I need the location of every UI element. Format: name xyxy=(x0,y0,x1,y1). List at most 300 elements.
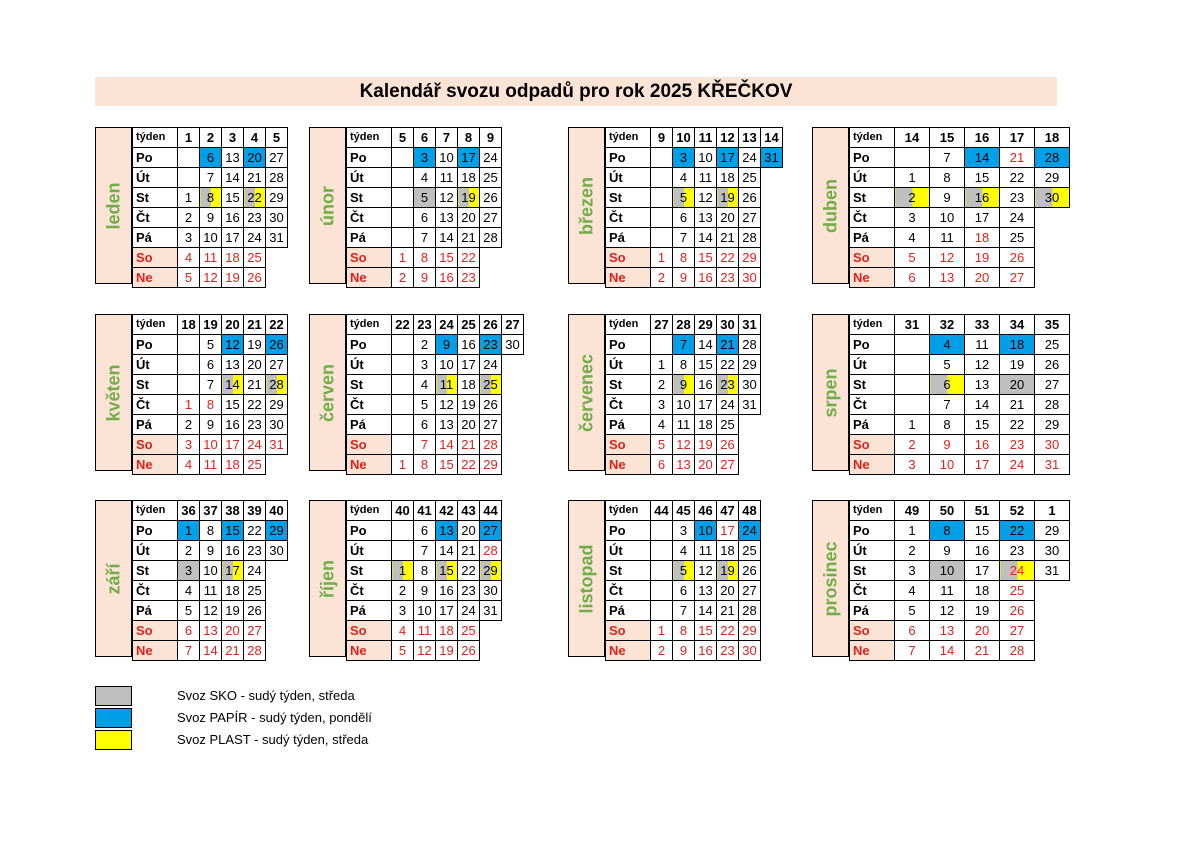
day-cell: 5 xyxy=(178,601,200,621)
week-number: 3 xyxy=(222,128,244,148)
week-header-label: týden xyxy=(347,501,392,521)
weekday-label: Út xyxy=(133,541,178,561)
day-cell: 21 xyxy=(244,168,266,188)
day-cell: 8 xyxy=(200,521,222,541)
day-cell: 26 xyxy=(244,601,266,621)
day-cell: 6 xyxy=(895,621,930,641)
day-cell: 15 xyxy=(695,355,717,375)
day-cell: 12 xyxy=(695,188,717,208)
day-cell: 14 xyxy=(200,641,222,661)
day-row xyxy=(133,415,288,435)
day-cell: 27 xyxy=(1035,375,1070,395)
day-cell: 4 xyxy=(673,541,695,561)
day-row xyxy=(606,375,761,395)
day-row xyxy=(850,415,1070,435)
day-cell xyxy=(1035,641,1070,661)
day-cell: 30 xyxy=(1035,541,1070,561)
day-row xyxy=(606,228,783,248)
day-cell xyxy=(392,148,414,168)
day-cell: 22 xyxy=(244,188,266,208)
day-cell: 12 xyxy=(436,188,458,208)
day-cell: 30 xyxy=(739,375,761,395)
day-cell: 16 xyxy=(695,268,717,288)
month-table xyxy=(605,314,761,475)
day-row xyxy=(133,248,288,268)
day-cell: 13 xyxy=(436,415,458,435)
day-cell: 2 xyxy=(651,268,673,288)
weekday-label: St xyxy=(133,561,178,581)
day-cell: 20 xyxy=(965,621,1000,641)
day-cell: 11 xyxy=(673,415,695,435)
day-cell: 24 xyxy=(244,435,266,455)
week-number: 39 xyxy=(244,501,266,521)
day-cell: 11 xyxy=(965,335,1000,355)
month-table xyxy=(605,500,761,661)
day-row xyxy=(850,375,1070,395)
weekday-label: So xyxy=(347,435,392,455)
day-row xyxy=(850,355,1070,375)
day-cell: 1 xyxy=(392,561,414,581)
weekday-label: St xyxy=(606,188,651,208)
day-cell: 19 xyxy=(244,335,266,355)
weekday-label: Čt xyxy=(850,395,895,415)
day-cell: 2 xyxy=(178,541,200,561)
weekday-label: Po xyxy=(850,521,895,541)
week-header-label: týden xyxy=(850,501,895,521)
weekday-label: Po xyxy=(133,148,178,168)
day-row xyxy=(606,641,761,661)
day-cell: 26 xyxy=(1000,601,1035,621)
day-cell xyxy=(480,641,502,661)
weekday-label: Po xyxy=(133,335,178,355)
month-table xyxy=(346,127,502,288)
week-number: 2 xyxy=(200,128,222,148)
day-cell: 23 xyxy=(1000,188,1035,208)
day-cell: 24 xyxy=(458,601,480,621)
month-table xyxy=(132,314,288,475)
day-row xyxy=(347,168,502,188)
day-cell: 19 xyxy=(695,435,717,455)
day-cell: 28 xyxy=(1035,395,1070,415)
day-cell: 6 xyxy=(414,415,436,435)
weekday-label: Pá xyxy=(133,228,178,248)
week-number: 18 xyxy=(178,315,200,335)
weekday-label: Po xyxy=(347,335,392,355)
day-cell: 29 xyxy=(1035,415,1070,435)
day-row xyxy=(133,168,288,188)
day-cell xyxy=(266,561,288,581)
day-cell: 29 xyxy=(266,521,288,541)
day-row xyxy=(850,228,1070,248)
day-cell xyxy=(895,148,930,168)
day-cell xyxy=(1035,268,1070,288)
day-cell: 16 xyxy=(965,435,1000,455)
day-row xyxy=(850,395,1070,415)
month-label xyxy=(812,500,849,657)
week-number: 8 xyxy=(458,128,480,148)
day-cell: 2 xyxy=(651,641,673,661)
day-cell: 16 xyxy=(965,541,1000,561)
week-number: 22 xyxy=(266,315,288,335)
day-row xyxy=(606,581,761,601)
day-cell: 9 xyxy=(673,641,695,661)
day-cell: 4 xyxy=(895,228,930,248)
day-cell: 25 xyxy=(480,375,502,395)
day-cell: 28 xyxy=(266,375,288,395)
day-cell: 14 xyxy=(695,228,717,248)
day-cell xyxy=(651,335,673,355)
day-cell: 3 xyxy=(392,601,414,621)
day-cell: 6 xyxy=(930,375,965,395)
day-cell: 22 xyxy=(717,248,739,268)
day-cell: 8 xyxy=(414,561,436,581)
day-cell: 7 xyxy=(414,541,436,561)
day-cell: 31 xyxy=(739,395,761,415)
day-cell xyxy=(178,148,200,168)
day-cell: 21 xyxy=(458,435,480,455)
day-row xyxy=(606,208,783,228)
week-header-label: týden xyxy=(133,315,178,335)
day-row xyxy=(347,561,502,581)
weekday-label: So xyxy=(850,435,895,455)
day-cell: 30 xyxy=(480,581,502,601)
day-cell: 28 xyxy=(480,228,502,248)
day-cell: 16 xyxy=(436,268,458,288)
month-table xyxy=(849,314,1070,475)
day-cell: 11 xyxy=(695,168,717,188)
legend-swatch-gray xyxy=(95,686,132,706)
day-cell: 26 xyxy=(458,641,480,661)
day-row xyxy=(850,641,1070,661)
month-table xyxy=(849,500,1070,661)
day-cell: 15 xyxy=(695,621,717,641)
day-cell: 23 xyxy=(717,268,739,288)
day-cell: 12 xyxy=(414,641,436,661)
week-number: 14 xyxy=(895,128,930,148)
day-row xyxy=(347,395,524,415)
day-cell: 1 xyxy=(651,621,673,641)
day-row xyxy=(850,335,1070,355)
day-cell: 29 xyxy=(480,561,502,581)
day-row xyxy=(133,581,288,601)
day-row xyxy=(606,148,783,168)
weekday-label: Ne xyxy=(850,641,895,661)
week-number: 1 xyxy=(178,128,200,148)
day-cell: 21 xyxy=(458,228,480,248)
day-cell xyxy=(392,355,414,375)
day-cell: 27 xyxy=(266,148,288,168)
day-cell: 24 xyxy=(480,148,502,168)
weekday-label: Ne xyxy=(606,268,651,288)
day-cell: 6 xyxy=(673,581,695,601)
weekday-label: Út xyxy=(133,355,178,375)
day-cell: 5 xyxy=(414,188,436,208)
weekday-label: Po xyxy=(606,335,651,355)
week-number: 47 xyxy=(717,501,739,521)
weekday-label: St xyxy=(347,561,392,581)
week-number: 22 xyxy=(392,315,414,335)
day-cell xyxy=(502,455,524,475)
weekday-label: Čt xyxy=(606,581,651,601)
day-cell: 17 xyxy=(458,148,480,168)
weekday-label: Čt xyxy=(850,581,895,601)
legend-text-plast: Svoz PLAST - sudý týden, středa xyxy=(177,732,369,747)
weekday-label: Pá xyxy=(606,415,651,435)
weekday-label: So xyxy=(606,248,651,268)
day-cell xyxy=(895,375,930,395)
weekday-label: St xyxy=(133,188,178,208)
day-cell: 9 xyxy=(673,268,695,288)
week-number: 15 xyxy=(930,128,965,148)
day-row xyxy=(347,268,502,288)
day-cell: 7 xyxy=(895,641,930,661)
week-header-label: týden xyxy=(850,128,895,148)
legend-text-papir: Svoz PAPÍR - sudý týden, pondělí xyxy=(177,710,372,725)
day-cell: 7 xyxy=(673,228,695,248)
day-cell: 3 xyxy=(178,228,200,248)
day-cell xyxy=(502,375,524,395)
day-cell: 20 xyxy=(244,355,266,375)
day-cell: 31 xyxy=(1035,561,1070,581)
day-cell: 12 xyxy=(965,355,1000,375)
weekday-label: St xyxy=(606,561,651,581)
day-cell: 13 xyxy=(695,581,717,601)
week-number: 13 xyxy=(739,128,761,148)
day-cell: 19 xyxy=(717,188,739,208)
day-row xyxy=(347,621,502,641)
day-row xyxy=(606,415,761,435)
day-cell: 9 xyxy=(930,188,965,208)
day-row xyxy=(606,188,783,208)
day-row xyxy=(347,415,524,435)
day-cell: 21 xyxy=(717,601,739,621)
day-cell: 5 xyxy=(930,355,965,375)
day-cell: 23 xyxy=(458,268,480,288)
day-cell xyxy=(1035,581,1070,601)
day-cell: 12 xyxy=(673,435,695,455)
day-cell: 14 xyxy=(222,168,244,188)
day-cell: 17 xyxy=(222,561,244,581)
day-cell: 16 xyxy=(458,335,480,355)
day-cell: 11 xyxy=(414,621,436,641)
week-number: 14 xyxy=(761,128,783,148)
weekday-label: Út xyxy=(347,541,392,561)
day-cell: 8 xyxy=(414,248,436,268)
day-cell: 21 xyxy=(458,541,480,561)
week-number: 32 xyxy=(930,315,965,335)
week-number: 44 xyxy=(480,501,502,521)
day-cell: 19 xyxy=(436,641,458,661)
day-cell: 21 xyxy=(717,228,739,248)
day-cell: 12 xyxy=(436,395,458,415)
day-row xyxy=(347,521,502,541)
week-number: 40 xyxy=(392,501,414,521)
day-cell: 29 xyxy=(266,188,288,208)
day-cell: 8 xyxy=(414,455,436,475)
day-cell: 9 xyxy=(414,581,436,601)
day-cell: 31 xyxy=(266,435,288,455)
weekday-label: St xyxy=(606,375,651,395)
day-cell xyxy=(392,188,414,208)
day-cell: 3 xyxy=(673,521,695,541)
day-cell: 3 xyxy=(895,208,930,228)
month-name: únor xyxy=(317,185,337,226)
day-cell: 21 xyxy=(717,335,739,355)
day-cell: 26 xyxy=(266,335,288,355)
day-cell xyxy=(502,355,524,375)
day-row xyxy=(133,335,288,355)
month-name: prosinec xyxy=(820,540,840,617)
day-cell: 15 xyxy=(436,561,458,581)
week-number: 17 xyxy=(1000,128,1035,148)
day-cell: 17 xyxy=(222,228,244,248)
day-cell: 20 xyxy=(1000,375,1035,395)
weekday-label: Ne xyxy=(347,455,392,475)
day-cell: 6 xyxy=(414,521,436,541)
day-cell xyxy=(502,435,524,455)
day-cell: 13 xyxy=(930,621,965,641)
day-cell: 8 xyxy=(673,621,695,641)
day-cell: 13 xyxy=(436,521,458,541)
day-cell: 17 xyxy=(717,148,739,168)
day-cell: 9 xyxy=(673,375,695,395)
weekday-label: Út xyxy=(606,355,651,375)
day-cell: 11 xyxy=(436,168,458,188)
day-row xyxy=(850,521,1070,541)
weekday-label: St xyxy=(850,188,895,208)
week-number: 42 xyxy=(436,501,458,521)
day-cell: 15 xyxy=(436,248,458,268)
weekday-label: Út xyxy=(850,168,895,188)
day-cell: 18 xyxy=(695,415,717,435)
day-cell: 14 xyxy=(436,541,458,561)
day-cell: 15 xyxy=(222,395,244,415)
day-cell: 22 xyxy=(1000,415,1035,435)
day-cell: 8 xyxy=(200,395,222,415)
day-cell xyxy=(651,521,673,541)
week-number: 27 xyxy=(502,315,524,335)
week-number: 33 xyxy=(965,315,1000,335)
day-cell: 27 xyxy=(1000,268,1035,288)
day-row xyxy=(347,435,524,455)
day-cell xyxy=(651,581,673,601)
day-cell: 4 xyxy=(178,455,200,475)
day-cell: 4 xyxy=(414,375,436,395)
day-row xyxy=(133,208,288,228)
day-cell: 13 xyxy=(930,268,965,288)
day-cell: 10 xyxy=(200,435,222,455)
week-header-label: týden xyxy=(133,128,178,148)
day-cell: 3 xyxy=(895,561,930,581)
day-cell: 28 xyxy=(244,641,266,661)
day-cell: 18 xyxy=(222,248,244,268)
day-cell: 10 xyxy=(414,601,436,621)
day-cell: 31 xyxy=(266,228,288,248)
day-cell: 5 xyxy=(673,561,695,581)
week-number: 5 xyxy=(266,128,288,148)
day-cell: 19 xyxy=(458,395,480,415)
day-cell: 7 xyxy=(200,375,222,395)
day-cell: 14 xyxy=(695,601,717,621)
day-cell: 9 xyxy=(200,541,222,561)
day-row xyxy=(133,541,288,561)
day-cell: 27 xyxy=(480,521,502,541)
weekday-label: Čt xyxy=(606,208,651,228)
day-cell: 25 xyxy=(244,455,266,475)
day-cell xyxy=(651,188,673,208)
day-row xyxy=(133,148,288,168)
day-cell: 29 xyxy=(739,621,761,641)
month-label xyxy=(812,127,849,284)
week-header-label: týden xyxy=(606,128,651,148)
day-cell: 13 xyxy=(436,208,458,228)
day-cell: 29 xyxy=(266,395,288,415)
day-cell: 20 xyxy=(717,208,739,228)
day-row xyxy=(850,168,1070,188)
day-cell: 7 xyxy=(673,601,695,621)
day-cell: 15 xyxy=(695,248,717,268)
day-cell: 26 xyxy=(1000,248,1035,268)
day-cell xyxy=(895,395,930,415)
weekday-label: Pá xyxy=(850,228,895,248)
day-row xyxy=(606,455,761,475)
day-cell: 19 xyxy=(717,561,739,581)
day-cell: 2 xyxy=(392,581,414,601)
week-header-label: týden xyxy=(606,315,651,335)
day-cell: 20 xyxy=(458,415,480,435)
page-title: Kalendář svozu odpadů pro rok 2025 KŘEČKOV xyxy=(95,77,1057,106)
day-cell: 10 xyxy=(930,561,965,581)
day-cell: 17 xyxy=(695,395,717,415)
week-number: 50 xyxy=(930,501,965,521)
day-cell: 28 xyxy=(1035,148,1070,168)
day-row xyxy=(606,248,783,268)
week-number: 10 xyxy=(673,128,695,148)
week-number: 49 xyxy=(895,501,930,521)
day-row xyxy=(133,228,288,248)
day-cell: 6 xyxy=(178,621,200,641)
weekday-label: St xyxy=(347,188,392,208)
day-cell: 15 xyxy=(222,521,244,541)
day-cell: 15 xyxy=(436,455,458,475)
day-cell: 18 xyxy=(965,228,1000,248)
day-cell xyxy=(266,268,288,288)
weekday-label: Ne xyxy=(606,641,651,661)
day-cell: 27 xyxy=(739,581,761,601)
day-cell: 16 xyxy=(436,581,458,601)
day-cell: 9 xyxy=(200,208,222,228)
day-cell: 24 xyxy=(1000,208,1035,228)
day-cell: 21 xyxy=(1000,148,1035,168)
day-cell: 4 xyxy=(392,621,414,641)
weekday-label: Pá xyxy=(606,228,651,248)
day-cell: 22 xyxy=(458,561,480,581)
weekday-label: Čt xyxy=(133,395,178,415)
weekday-label: Čt xyxy=(133,581,178,601)
day-cell: 26 xyxy=(739,188,761,208)
day-cell: 28 xyxy=(739,601,761,621)
day-cell xyxy=(392,208,414,228)
day-cell: 2 xyxy=(178,208,200,228)
day-cell: 8 xyxy=(673,248,695,268)
day-cell: 27 xyxy=(739,208,761,228)
day-cell: 31 xyxy=(480,601,502,621)
weekday-label: Ne xyxy=(850,455,895,475)
month-table xyxy=(132,500,288,661)
day-cell: 8 xyxy=(930,521,965,541)
weekday-label: Út xyxy=(133,168,178,188)
day-cell xyxy=(761,168,783,188)
